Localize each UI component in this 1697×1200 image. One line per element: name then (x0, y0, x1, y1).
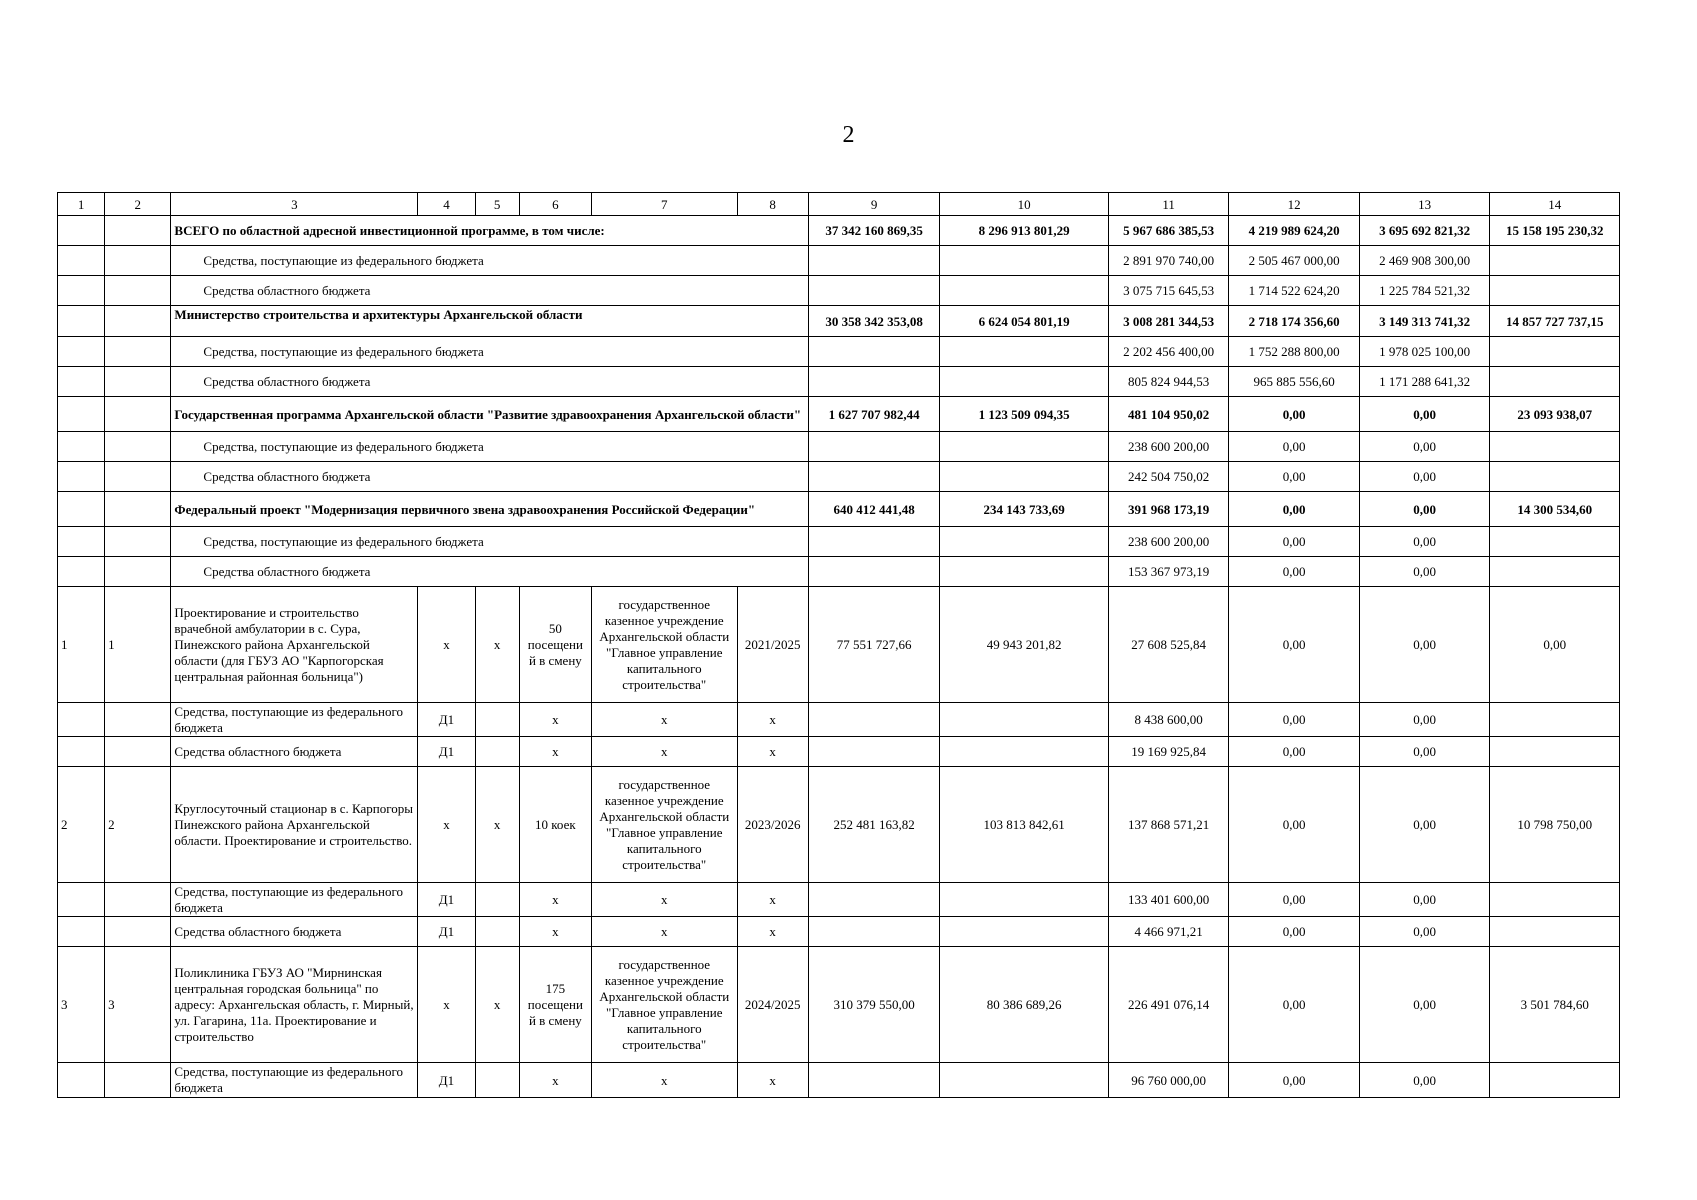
summary-row-state-program (58, 397, 1620, 432)
column-header: 2 (105, 193, 171, 216)
cell-c12: 0,00 (1229, 397, 1360, 432)
cell-c13: 1 978 025 100,00 (1359, 337, 1490, 367)
cell-c7: х (592, 737, 738, 767)
cell-c12: 0,00 (1229, 703, 1360, 737)
cell-capacity: 175 посещени й в смену (519, 947, 591, 1063)
cell-c11: 226 491 076,14 (1108, 947, 1228, 1063)
cell-customer: государственное казенное учреждение Архангельской области "Главное управление капитального строительства" (592, 587, 738, 703)
cell-c4: Д1 (418, 1063, 475, 1098)
cell-c13: 0,00 (1359, 1063, 1490, 1098)
row-title: Государственная программа Архангельской области "Развитие здравоохранения Архангельской области" (171, 397, 808, 432)
funding-source-row (58, 276, 1620, 306)
cell-c13: 3 149 313 741,32 (1359, 306, 1490, 337)
cell-c13: 0,00 (1359, 527, 1490, 557)
cell-c9: 252 481 163,82 (808, 767, 940, 883)
summary-row-federal-project (58, 492, 1620, 527)
cell-c11: 238 600 200,00 (1108, 527, 1228, 557)
cell-c4: х (418, 947, 475, 1063)
cell-c8: х (737, 883, 808, 917)
cell-c13: 0,00 (1359, 947, 1490, 1063)
cell-c10: 6 624 054 801,19 (940, 306, 1109, 337)
cell-c12: 0,00 (1229, 462, 1360, 492)
cell-c11: 96 760 000,00 (1108, 1063, 1228, 1098)
project-name: Круглосуточный стационар в с. Карпогоры Пинежского района Архангельской области. Проектирование и строительство. (171, 767, 418, 883)
cell-c11: 481 104 950,02 (1108, 397, 1228, 432)
cell-c11: 5 967 686 385,53 (1108, 216, 1228, 246)
cell-c12: 0,00 (1229, 737, 1360, 767)
cell-c7: х (592, 883, 738, 917)
column-header: 12 (1229, 193, 1360, 216)
row-title: ВСЕГО по областной адресной инвестиционной программе, в том числе: (171, 216, 808, 246)
row-title: Средства, поступающие из федерального бюджета (171, 432, 808, 462)
project-source-row (58, 737, 1620, 767)
project-row (58, 767, 1620, 883)
cell-c8: х (737, 737, 808, 767)
cell-c6: х (519, 883, 591, 917)
cell-c13: 0,00 (1359, 883, 1490, 917)
cell-customer: государственное казенное учреждение Архангельской области "Главное управление капитального строительства" (592, 947, 738, 1063)
cell-capacity: 10 коек (519, 767, 591, 883)
cell-c11: 137 868 571,21 (1108, 767, 1228, 883)
cell-c1: 2 (58, 767, 105, 883)
cell-c12: 0,00 (1229, 432, 1360, 462)
cell-c13: 0,00 (1359, 737, 1490, 767)
cell-c13: 1 225 784 521,32 (1359, 276, 1490, 306)
column-number-row (58, 193, 1620, 216)
row-title: Министерство строительства и архитектуры Архангельской области (171, 306, 808, 337)
cell-c11: 238 600 200,00 (1108, 432, 1228, 462)
cell-c11: 27 608 525,84 (1108, 587, 1228, 703)
project-source-row (58, 1063, 1620, 1098)
cell-c5: х (475, 947, 519, 1063)
cell-c11: 153 367 973,19 (1108, 557, 1228, 587)
cell-capacity: 50 посещени й в смену (519, 587, 591, 703)
cell-period: 2021/2025 (737, 587, 808, 703)
funding-source-row (58, 462, 1620, 492)
cell-c9: 77 551 727,66 (808, 587, 940, 703)
column-header: 10 (940, 193, 1109, 216)
project-source-row (58, 703, 1620, 737)
row-title: Средства, поступающие из федерального бюджета (171, 527, 808, 557)
cell-c4: Д1 (418, 737, 475, 767)
cell-c13: 0,00 (1359, 462, 1490, 492)
cell-c12: 0,00 (1229, 1063, 1360, 1098)
row-title: Средства областного бюджета (171, 737, 418, 767)
project-name: Поликлиника ГБУЗ АО "Мирнинская центральная городская больница" по адресу: Архангельская область, г. Мирный, ул. Гагарина, 11а. Проектирование и строительство (171, 947, 418, 1063)
row-title: Средства областного бюджета (171, 917, 418, 947)
cell-c13: 1 171 288 641,32 (1359, 367, 1490, 397)
cell-c4: х (418, 587, 475, 703)
cell-c12: 0,00 (1229, 527, 1360, 557)
cell-c12: 0,00 (1229, 587, 1360, 703)
cell-c9: 310 379 550,00 (808, 947, 940, 1063)
cell-c13: 0,00 (1359, 492, 1490, 527)
cell-c9: 640 412 441,48 (808, 492, 940, 527)
cell-c7: х (592, 1063, 738, 1098)
row-title: Средства областного бюджета (171, 367, 808, 397)
funding-source-row (58, 246, 1620, 276)
cell-c12: 0,00 (1229, 883, 1360, 917)
cell-c10: 49 943 201,82 (940, 587, 1109, 703)
row-title: Средства, поступающие из федерального бюджета (171, 883, 418, 917)
cell-c10: 1 123 509 094,35 (940, 397, 1109, 432)
cell-c12: 0,00 (1229, 767, 1360, 883)
cell-c14: 14 300 534,60 (1490, 492, 1620, 527)
row-title: Средства, поступающие из федерального бюджета (171, 1063, 418, 1098)
project-source-row (58, 917, 1620, 947)
cell-c5: х (475, 767, 519, 883)
funding-source-row (58, 557, 1620, 587)
cell-c4: х (418, 767, 475, 883)
cell-c2: 3 (105, 947, 171, 1063)
cell-c1: 1 (58, 587, 105, 703)
column-header: 14 (1490, 193, 1620, 216)
cell-c12: 1 752 288 800,00 (1229, 337, 1360, 367)
cell-c12: 2 718 174 356,60 (1229, 306, 1360, 337)
cell-c10: 103 813 842,61 (940, 767, 1109, 883)
cell-c11: 3 008 281 344,53 (1108, 306, 1228, 337)
cell-c2: 1 (105, 587, 171, 703)
cell-c6: х (519, 1063, 591, 1098)
cell-c6: х (519, 917, 591, 947)
column-header: 13 (1359, 193, 1490, 216)
cell-c11: 2 202 456 400,00 (1108, 337, 1228, 367)
cell-c14: 3 501 784,60 (1490, 947, 1620, 1063)
cell-c5: х (475, 587, 519, 703)
row-title: Средства, поступающие из федерального бюджета (171, 703, 418, 737)
row-title: Средства, поступающие из федерального бюджета (171, 337, 808, 367)
cell-c10: 8 296 913 801,29 (940, 216, 1109, 246)
cell-c14: 0,00 (1490, 587, 1620, 703)
project-row (58, 587, 1620, 703)
project-row (58, 947, 1620, 1063)
cell-c11: 242 504 750,02 (1108, 462, 1228, 492)
funding-source-row (58, 432, 1620, 462)
column-header: 6 (519, 193, 591, 216)
cell-c11: 3 075 715 645,53 (1108, 276, 1228, 306)
cell-c13: 0,00 (1359, 432, 1490, 462)
summary-row-total (58, 216, 1620, 246)
cell-c11: 4 466 971,21 (1108, 917, 1228, 947)
cell-c14: 15 158 195 230,32 (1490, 216, 1620, 246)
cell-c13: 0,00 (1359, 397, 1490, 432)
column-header: 8 (737, 193, 808, 216)
cell-c12: 0,00 (1229, 557, 1360, 587)
cell-c14: 23 093 938,07 (1490, 397, 1620, 432)
cell-c12: 0,00 (1229, 492, 1360, 527)
cell-c13: 0,00 (1359, 767, 1490, 883)
cell-c9: 1 627 707 982,44 (808, 397, 940, 432)
cell-c4: Д1 (418, 917, 475, 947)
cell-c13: 2 469 908 300,00 (1359, 246, 1490, 276)
cell-c8: х (737, 1063, 808, 1098)
cell-c11: 8 438 600,00 (1108, 703, 1228, 737)
cell-customer: государственное казенное учреждение Архангельской области "Главное управление капитального строительства" (592, 767, 738, 883)
cell-c13: 0,00 (1359, 587, 1490, 703)
row-title: Средства, поступающие из федерального бюджета (171, 246, 808, 276)
cell-c6: х (519, 703, 591, 737)
column-header: 4 (418, 193, 475, 216)
cell-c2: 2 (105, 767, 171, 883)
cell-c12: 0,00 (1229, 917, 1360, 947)
cell-c13: 3 695 692 821,32 (1359, 216, 1490, 246)
project-source-row (58, 883, 1620, 917)
cell-c9: 30 358 342 353,08 (808, 306, 940, 337)
cell-c12: 0,00 (1229, 947, 1360, 1063)
row-title: Федеральный проект "Модернизация первичного звена здравоохранения Российской Федерации" (171, 492, 808, 527)
row-title: Средства областного бюджета (171, 276, 808, 306)
cell-c7: х (592, 703, 738, 737)
summary-row-ministry (58, 306, 1620, 337)
cell-c12: 1 714 522 624,20 (1229, 276, 1360, 306)
page-number: 2 (842, 122, 855, 148)
cell-c4: Д1 (418, 883, 475, 917)
cell-c14: 14 857 727 737,15 (1490, 306, 1620, 337)
column-header: 5 (475, 193, 519, 216)
cell-c10: 80 386 689,26 (940, 947, 1109, 1063)
cell-c13: 0,00 (1359, 557, 1490, 587)
column-header: 9 (808, 193, 940, 216)
cell-c11: 2 891 970 740,00 (1108, 246, 1228, 276)
cell-c9: 37 342 160 869,35 (808, 216, 940, 246)
cell-c12: 4 219 989 624,20 (1229, 216, 1360, 246)
funding-source-row (58, 337, 1620, 367)
cell-c8: х (737, 917, 808, 947)
row-title: Средства областного бюджета (171, 557, 808, 587)
column-header: 1 (58, 193, 105, 216)
funding-source-row (58, 527, 1620, 557)
cell-c1: 3 (58, 947, 105, 1063)
project-name: Проектирование и строительство врачебной амбулатории в с. Сура, Пинежского района Архангельской области (для ГБУЗ АО "Карпогорская центральная районная больница") (171, 587, 418, 703)
cell-c11: 133 401 600,00 (1108, 883, 1228, 917)
cell-c12: 2 505 467 000,00 (1229, 246, 1360, 276)
column-header: 11 (1108, 193, 1228, 216)
row-title: Средства областного бюджета (171, 462, 808, 492)
cell-c11: 19 169 925,84 (1108, 737, 1228, 767)
cell-c10: 234 143 733,69 (940, 492, 1109, 527)
cell-c11: 391 968 173,19 (1108, 492, 1228, 527)
investment-program-table (57, 192, 1620, 1098)
cell-c11: 805 824 944,53 (1108, 367, 1228, 397)
column-header: 7 (592, 193, 738, 216)
cell-c6: х (519, 737, 591, 767)
column-header: 3 (171, 193, 418, 216)
cell-c13: 0,00 (1359, 917, 1490, 947)
cell-period: 2024/2025 (737, 947, 808, 1063)
cell-period: 2023/2026 (737, 767, 808, 883)
cell-c12: 965 885 556,60 (1229, 367, 1360, 397)
cell-c13: 0,00 (1359, 703, 1490, 737)
cell-c14: 10 798 750,00 (1490, 767, 1620, 883)
cell-c8: х (737, 703, 808, 737)
cell-c4: Д1 (418, 703, 475, 737)
funding-source-row (58, 367, 1620, 397)
cell-c7: х (592, 917, 738, 947)
